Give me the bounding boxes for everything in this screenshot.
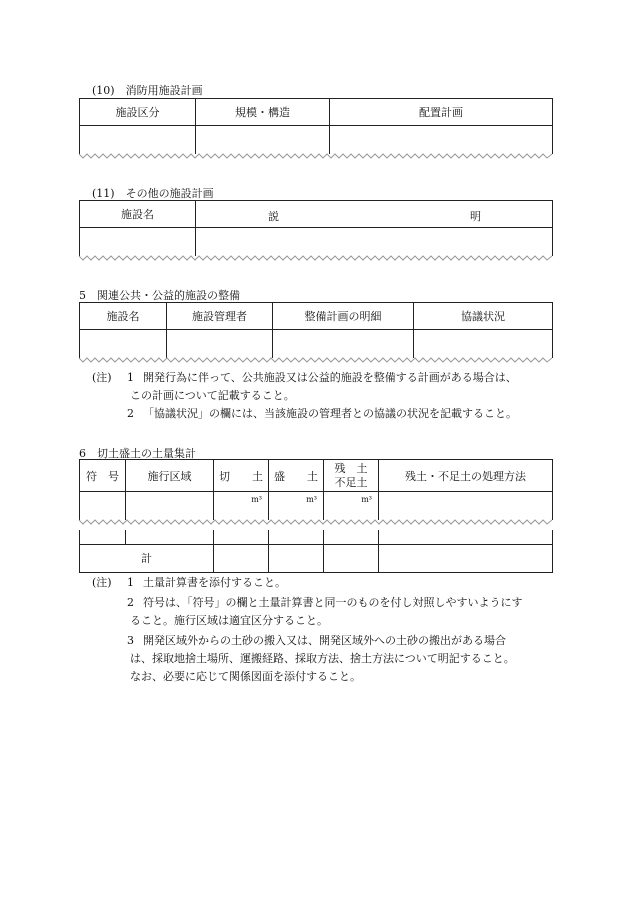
related-col-manager: 施設管理者 <box>167 303 273 330</box>
related-note-2-num: 2 <box>127 407 134 420</box>
earth-total-surplus[interactable] <box>324 544 379 572</box>
related-cell[interactable] <box>414 330 553 359</box>
other-col-desc-1: 説 <box>268 210 279 223</box>
related-note-label: (注) <box>92 371 112 384</box>
earth-note-3-num: 3 <box>127 634 134 647</box>
fire-cell[interactable] <box>330 126 553 155</box>
related-cell[interactable] <box>167 330 273 359</box>
fire-cell[interactable] <box>196 126 330 155</box>
related-note-2-line1: 「協議状況」の欄には、当該施設の管理者との協議の状況を記載すること。 <box>143 407 517 420</box>
earth-cell[interactable] <box>379 492 553 520</box>
earth-total-fill[interactable] <box>269 544 324 572</box>
related-col-plan: 整備計画の明細 <box>273 303 414 330</box>
earth-note-1-line1: 土量計算書を添付すること。 <box>143 576 286 589</box>
related-table-break <box>79 356 552 366</box>
fire-col-category: 施設区分 <box>80 99 196 126</box>
fire-table-break <box>79 152 552 162</box>
earth-note-3-line2: は、採取地捨土場所、運搬経路、採取方法、捨土方法について明記すること。 <box>130 652 515 665</box>
earth-note-1-num: 1 <box>127 576 134 589</box>
unit-label: m³ <box>306 495 317 504</box>
earth-table <box>79 459 553 520</box>
earth-total-cut[interactable] <box>214 544 269 572</box>
earth-note-3-line1: 開発区域外からの土砂の搬入又は、開発区域外への土砂の搬出がある場合 <box>143 634 506 647</box>
related-note-1-line1: 開発行為に伴って、公共施設又は公益的施設を整備する計画がある場合は、 <box>143 371 517 384</box>
earth-cell[interactable] <box>379 530 553 544</box>
earth-cell-cut[interactable] <box>214 492 269 520</box>
fire-table <box>79 98 553 154</box>
earth-cell[interactable] <box>80 492 126 520</box>
earth-col-fill: 盛 土 <box>269 460 324 492</box>
fire-cell[interactable] <box>80 126 196 155</box>
earth-col-code: 符 号 <box>80 460 126 492</box>
related-cell[interactable] <box>273 330 414 359</box>
other-heading: (11) その他の施設計画 <box>92 187 214 200</box>
earth-col-deficit: 不足土 <box>334 475 368 489</box>
earth-cell[interactable] <box>126 492 214 520</box>
fire-heading: (10) 消防用施設計画 <box>92 84 203 97</box>
earth-note-label: (注) <box>92 576 112 589</box>
earth-cell-fill[interactable] <box>269 492 324 520</box>
other-col-description <box>196 201 553 228</box>
earth-note-2-line2: ること。施行区域は適宜区分すること。 <box>130 614 328 627</box>
related-table <box>79 302 553 358</box>
earth-col-area: 施行区域 <box>126 460 214 492</box>
other-col-name: 施設名 <box>80 201 196 228</box>
other-cell[interactable] <box>80 228 196 257</box>
related-col-name: 施設名 <box>80 303 167 330</box>
related-heading: 5 関連公共・公益的施設の整備 <box>79 289 240 302</box>
earth-note-2-line1: 符号は、「符号」の欄と土量計算書と同一のものを付し対照しやすいようにす <box>143 596 523 609</box>
fire-col-scale: 規模・構造 <box>196 99 330 126</box>
other-col-desc-2: 明 <box>470 210 481 223</box>
related-note-1-num: 1 <box>127 371 134 384</box>
earth-heading: 6 切土盛土の土量集計 <box>79 447 196 460</box>
earth-col-cut: 切 土 <box>214 460 269 492</box>
other-cell[interactable] <box>196 228 553 257</box>
earth-cell-surplus[interactable] <box>324 492 379 520</box>
earth-table-continued <box>79 530 553 573</box>
earth-col-disposal: 残土・不足土の処理方法 <box>379 460 553 492</box>
other-table-break <box>79 254 552 264</box>
earth-col-surplus-deficit <box>324 460 379 492</box>
earth-cell[interactable] <box>269 530 324 544</box>
related-cell[interactable] <box>80 330 167 359</box>
earth-cell[interactable] <box>324 530 379 544</box>
earth-cell[interactable] <box>80 530 126 544</box>
earth-col-surplus: 残 土 <box>334 461 368 475</box>
earth-cell[interactable] <box>214 530 269 544</box>
other-table <box>79 200 553 256</box>
earth-table-break <box>79 518 552 528</box>
earth-cell[interactable] <box>126 530 214 544</box>
earth-note-2-num: 2 <box>127 596 134 609</box>
unit-label: m³ <box>251 495 262 504</box>
earth-note-3-line3: なお、必要に応じて関係図面を添付すること。 <box>130 670 361 683</box>
related-col-status: 協議状況 <box>414 303 553 330</box>
fire-col-layout: 配置計画 <box>330 99 553 126</box>
earth-total-label: 計 <box>80 544 214 572</box>
unit-label: m³ <box>361 495 372 504</box>
earth-total-disposal[interactable] <box>379 544 553 572</box>
related-note-1-line2: この計画について記載すること。 <box>130 389 295 402</box>
